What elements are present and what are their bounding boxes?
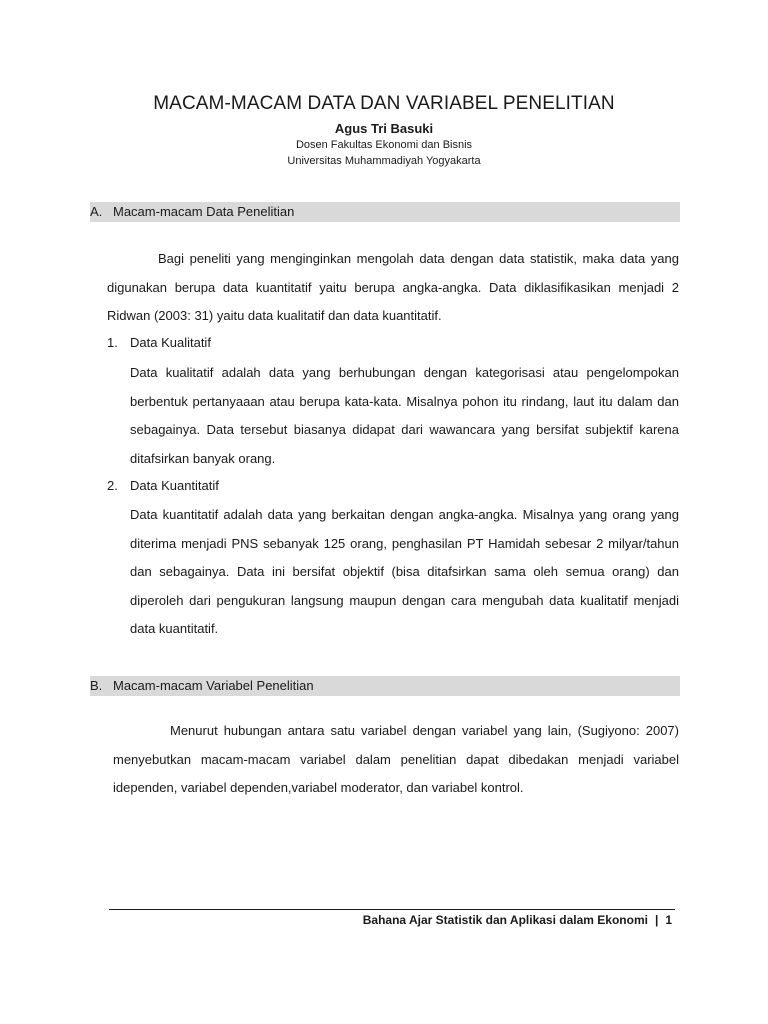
footer-separator: |	[654, 913, 659, 927]
section-a-title: Macam-macam Data Penelitian	[113, 204, 295, 219]
section-b-heading	[90, 676, 680, 696]
footer-rule	[109, 909, 675, 910]
document-title: MACAM-MACAM DATA DAN VARIABEL PENELITIAN	[153, 93, 615, 114]
list-item-1-text: Data kualitatif adalah data yang berhubungan dengan kategorisasi atau pengelompokan berbentuk pertanyaaan atau berupa kata-kata. Misalnya pohon itu rindang, laut itu dalam dan sebagainya. Data tersebut biasanya didapat dari wawancara yang bersifat subjektif karena ditafsirkan banyak orang.	[130, 365, 679, 466]
page-number: 1	[665, 913, 672, 927]
list-item-1-number: 1.	[107, 335, 118, 350]
section-b-intro: Menurut hubungan antara satu variabel dengan variabel yang lain, (Sugiyono: 2007) menyebutkan macam-macam variabel dalam penelitian dapat dibedakan menjadi variabel idependen, variabel dependen,variabel moderator, dan variabel kontrol.	[113, 723, 679, 795]
list-item-1-heading: Data Kualitatif	[130, 335, 211, 350]
page-footer	[363, 913, 672, 927]
list-item-2-heading: Data Kuantitatif	[130, 478, 219, 493]
affiliation-faculty: Dosen Fakultas Ekonomi dan Bisnis	[295, 139, 473, 151]
section-b-title: Macam-macam Variabel Penelitian	[113, 678, 314, 693]
section-a-letter: A.	[90, 204, 103, 219]
section-a-heading	[90, 202, 680, 222]
footer-course-title: Bahana Ajar Statistik dan Aplikasi dalam Ekonomi	[362, 913, 648, 927]
affiliation-university: Universitas Muhammadiyah Yogyakarta	[287, 155, 481, 167]
list-item-2-text: Data kuantitatif adalah data yang berkaitan dengan angka-angka. Misalnya yang orang yang diterima menjadi PNS sebanyak 125 orang, penghasilan PT Hamidah sebesar 2 milyar/tahun dan sebagainya. Data ini bersifat objektif (bisa ditafsirkan sama oleh semua orang) dan diperoleh dari pengukuran langsung maupun dengan cara mengubah data kualitatif menjadi data kuantitatif.	[130, 507, 679, 636]
list-item-2-number: 2.	[107, 478, 118, 493]
section-a-intro: Bagi peneliti yang menginginkan mengolah data dengan data statistik, maka data yang digunakan berupa data kuantitatif yaitu berupa angka-angka. Data diklasifikasikan menjadi 2 Ridwan (2003: 31) yaitu data kualitatif dan data kuantitatif.	[107, 251, 679, 323]
author-name: Agus Tri Basuki	[334, 121, 434, 136]
section-b-letter: B.	[90, 678, 103, 693]
